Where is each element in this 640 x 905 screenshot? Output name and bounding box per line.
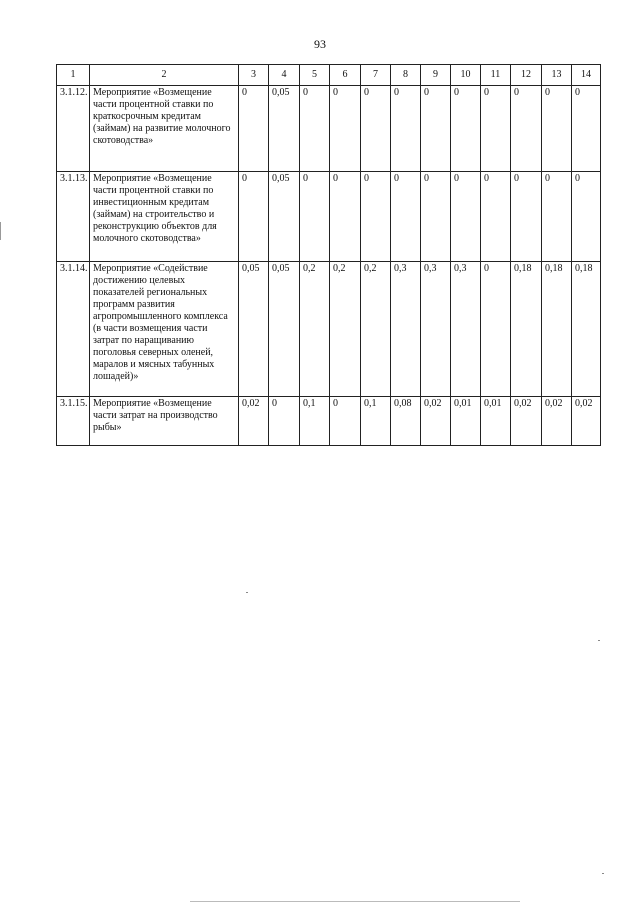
- scan-speck: [598, 640, 600, 641]
- row-value: 0: [269, 397, 300, 446]
- column-header: 9: [421, 65, 451, 86]
- row-value: 0,02: [511, 397, 542, 446]
- row-value: 0,08: [391, 397, 421, 446]
- table-header: [57, 65, 601, 86]
- column-header: 10: [451, 65, 481, 86]
- column-header: 1: [57, 65, 90, 86]
- table-body: [57, 86, 601, 446]
- row-value: 0: [511, 172, 542, 262]
- row-value: 0: [330, 172, 361, 262]
- row-value: 0: [391, 86, 421, 172]
- row-value: 0,3: [451, 262, 481, 397]
- row-value: 0,05: [269, 172, 300, 262]
- row-value: 0: [330, 397, 361, 446]
- row-name: Мероприятие «Возмещение части процентной ставки по краткосрочным кредитам (займам) на развитие молочного скотоводства»: [90, 86, 239, 172]
- row-value: 0,2: [300, 262, 330, 397]
- table-row: [57, 86, 601, 172]
- row-value: 0,3: [391, 262, 421, 397]
- column-header: 3: [239, 65, 269, 86]
- row-value: 0: [300, 86, 330, 172]
- row-value: 0,3: [421, 262, 451, 397]
- column-header: 8: [391, 65, 421, 86]
- column-header: 13: [542, 65, 572, 86]
- row-value: 0: [481, 86, 511, 172]
- row-value: 0,05: [269, 262, 300, 397]
- scan-bottom-rule: [190, 901, 520, 902]
- row-value: 0,02: [572, 397, 601, 446]
- row-value: 0: [330, 86, 361, 172]
- row-value: 0: [391, 172, 421, 262]
- row-value: 0: [451, 86, 481, 172]
- row-value: 0: [542, 172, 572, 262]
- column-header: 2: [90, 65, 239, 86]
- column-header: 5: [300, 65, 330, 86]
- row-value: 0: [361, 172, 391, 262]
- row-name: Мероприятие «Содействие достижению целевых показателей региональных программ развития агропромышленного комплекса (в части возмещения части затрат по наращиванию поголовья северных оленей, маралов и мясных табунных лошадей)»: [90, 262, 239, 397]
- row-value: 0,05: [239, 262, 269, 397]
- row-value: 0: [421, 172, 451, 262]
- column-header: 11: [481, 65, 511, 86]
- table-row: [57, 172, 601, 262]
- row-value: 0,01: [451, 397, 481, 446]
- column-header: 12: [511, 65, 542, 86]
- page-number: 93: [314, 37, 326, 51]
- row-value: 0,02: [542, 397, 572, 446]
- row-value: 0: [361, 86, 391, 172]
- row-value: 0,18: [511, 262, 542, 397]
- row-value: 0,1: [300, 397, 330, 446]
- row-value: 0: [239, 172, 269, 262]
- row-value: 0,18: [542, 262, 572, 397]
- row-value: 0,05: [269, 86, 300, 172]
- row-value: 0: [451, 172, 481, 262]
- row-value: 0,02: [239, 397, 269, 446]
- row-value: 0: [481, 172, 511, 262]
- column-header: 14: [572, 65, 601, 86]
- row-value: 0,1: [361, 397, 391, 446]
- row-value: 0,01: [481, 397, 511, 446]
- scan-edge-mark: [0, 222, 1, 240]
- row-code: 3.1.13.: [57, 172, 90, 262]
- row-value: 0: [481, 262, 511, 397]
- row-value: 0: [300, 172, 330, 262]
- row-value: 0,2: [361, 262, 391, 397]
- row-value: 0,2: [330, 262, 361, 397]
- table-row: [57, 262, 601, 397]
- row-value: 0: [239, 86, 269, 172]
- row-value: 0: [511, 86, 542, 172]
- row-code: 3.1.15.: [57, 397, 90, 446]
- row-value: 0: [572, 172, 601, 262]
- row-name: Мероприятие «Возмещение части затрат на производство рыбы»: [90, 397, 239, 446]
- row-value: 0,18: [572, 262, 601, 397]
- data-table: [56, 64, 601, 446]
- row-value: 0: [542, 86, 572, 172]
- row-value: 0,02: [421, 397, 451, 446]
- scan-speck: [602, 873, 604, 874]
- row-name: Мероприятие «Возмещение части процентной ставки по инвестиционным кредитам (займам) на строительство и реконструкцию объектов для молочного скотоводства»: [90, 172, 239, 262]
- header-row: [57, 65, 601, 86]
- scan-speck: [246, 592, 248, 593]
- row-code: 3.1.12.: [57, 86, 90, 172]
- table-row: [57, 397, 601, 446]
- row-value: 0: [572, 86, 601, 172]
- column-header: 6: [330, 65, 361, 86]
- column-header: 4: [269, 65, 300, 86]
- column-header: 7: [361, 65, 391, 86]
- row-value: 0: [421, 86, 451, 172]
- row-code: 3.1.14.: [57, 262, 90, 397]
